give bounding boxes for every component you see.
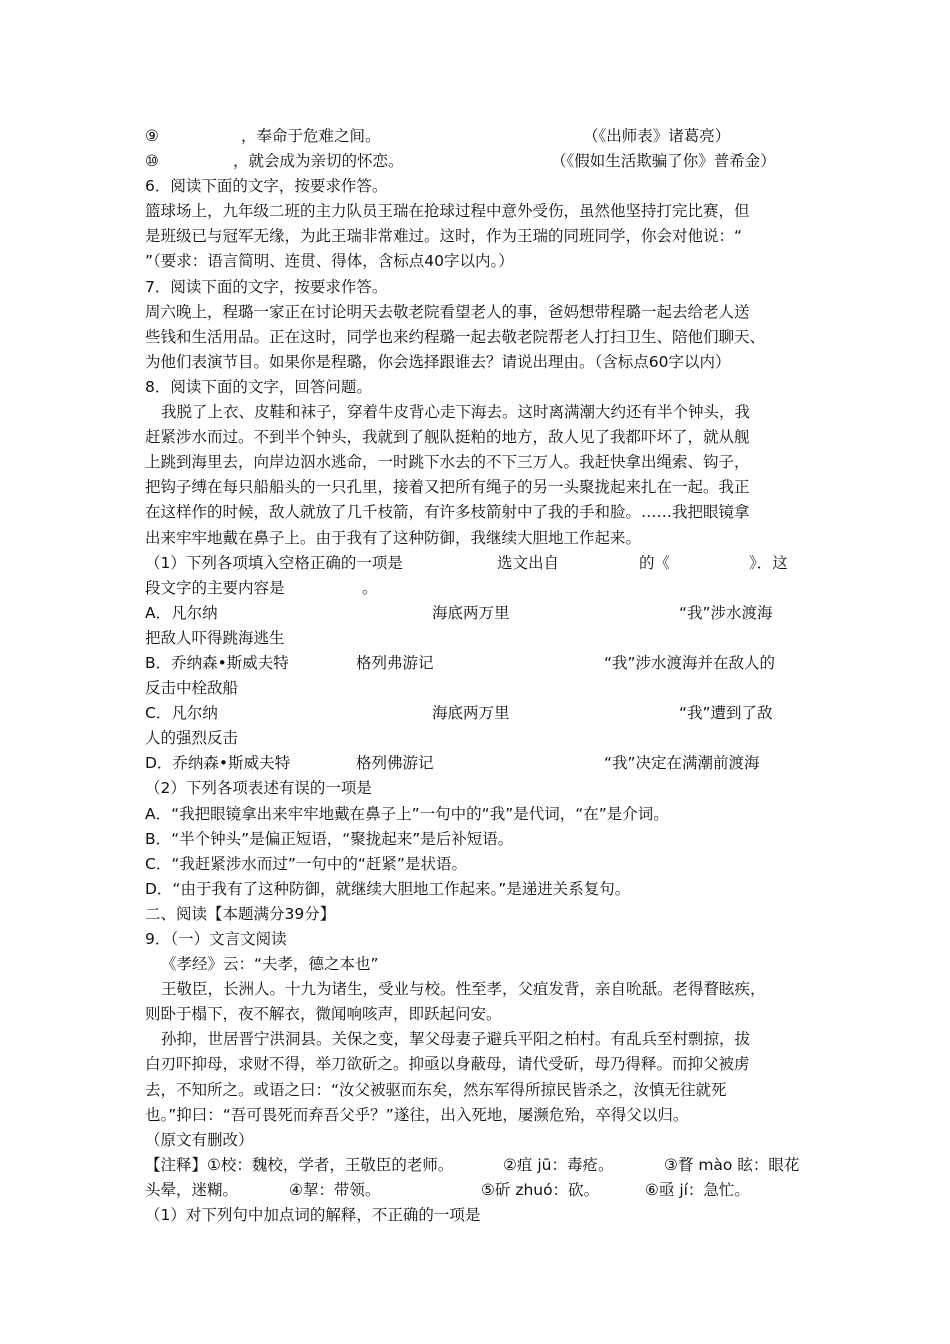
q9-title: 9．（一）文言文阅读 bbox=[145, 930, 287, 948]
q6-text: ”（要求：语言简明、连贯、得体，含标点40字以内。） bbox=[145, 252, 514, 271]
q8-passage: 把钩子缚在每只船船头的一只孔里，接着又把所有绳子的另一头聚拢起来扎在一起。我正 bbox=[145, 478, 750, 497]
q8-sub1-line1 bbox=[145, 551, 805, 576]
q8-sub2-option: A．“我把眼镜拿出来牢牢地戴在鼻子上”一句中的“我”是代词，“在”是介词。 bbox=[145, 804, 669, 823]
q8-sub2-title: （2）下列各项表述有误的一项是 bbox=[145, 779, 372, 798]
q6-title: 6．阅读下面的文字，按要求作答。 bbox=[145, 177, 388, 196]
q8-passage: 出来牢牢地戴在鼻子上。由于我有了这种防御，我继续大胆地工作起来。 bbox=[145, 528, 642, 547]
q8-passage: 在这样作的时候，敌人就放了几千枝箭，有许多枝箭射中了我的手和脸。……我把眼镜拿 bbox=[145, 503, 750, 522]
q8-sub2-option: C．“我赶紧涉水而过”一句中的“赶紧”是状语。 bbox=[145, 854, 467, 873]
q9-notes-line1 bbox=[145, 1153, 805, 1178]
poem-line: ，奉命于危难之间。 bbox=[241, 127, 381, 145]
note-text: ④挈：带领。 bbox=[289, 1180, 381, 1199]
document-page bbox=[145, 124, 805, 1228]
q8-passage: 赶紧涉水而过。不到半个钟头，我就到了舰队挺粕的地方，敌人见了我都吓坏了，就从舰 bbox=[145, 428, 750, 447]
q8-option-b-cont: 反击中栓敌船 bbox=[145, 679, 239, 698]
q8-sub1-text: 》．这 bbox=[749, 553, 788, 572]
q8-sub1-line2: 段文字的主要内容是 。 bbox=[145, 578, 378, 597]
q9-para1: 王敬臣，长洲人。十九为诸生，受业与校。性至孝，父疽发背，亲自吮舐。老得瞀眩疾， bbox=[161, 980, 766, 999]
q8-option-c-cont: 人的强烈反击 bbox=[145, 729, 239, 748]
option-label: C．凡尔纳 bbox=[145, 704, 218, 723]
q8-sub1-text: 选文出自 bbox=[497, 553, 560, 572]
option-content: “我”决定在满潮前渡海 bbox=[604, 754, 760, 773]
q7-title: 7．阅读下面的文字，按要求作答。 bbox=[145, 277, 388, 296]
q8-sub1-text: 的《 bbox=[639, 553, 671, 572]
section2-title: 二、阅读【本题满分39分】 bbox=[145, 904, 336, 923]
poem-source: （《假如生活欺骗了你》普希金） bbox=[551, 152, 776, 171]
note-text: ⑥亟 jí：急忙。 bbox=[645, 1180, 750, 1199]
poem-fill-10 bbox=[145, 149, 805, 174]
poem-line: ，就会成为亲切的怀恋。 bbox=[233, 152, 404, 171]
q8-passage: 我脱了上衣、皮鞋和袜子，穿着牛皮背心走下海去。这时离满潮大约还有半个钟头，我 bbox=[161, 403, 751, 422]
poem-source: （《出师表》诸葛亮） bbox=[583, 127, 731, 145]
option-book: 格列弗游记 bbox=[356, 653, 434, 672]
note-text: ③瞀 mào 眩：眼花 bbox=[664, 1155, 800, 1174]
q7-text: 为他们表演节目。如果你是程璐，你会选择跟谁去？请说出理由。（含标点60字以内） bbox=[145, 352, 731, 371]
note-text: 【注释】①校：魏校，学者，王敬臣的老师。 bbox=[145, 1155, 454, 1174]
q6-text: 篮球场上，九年级二班的主力队员王瑞在抢球过程中意外受伤，虽然他坚持打完比赛，但 bbox=[145, 202, 750, 221]
option-label: D．乔纳森•斯威夫特 bbox=[145, 754, 291, 773]
q8-option-d bbox=[145, 751, 805, 776]
q8-sub2-option: D．“由于我有了这种防御，就继续大胆地工作起来。”是递进关系复句。 bbox=[145, 879, 631, 898]
q9-para2: 也。”抑曰：“吾可畏死而弃吾父乎？”遂往，出入死地，屡濒危殆，卒得父以归。 bbox=[145, 1105, 689, 1124]
q7-text: 些钱和生活用品。正在这时，同学也来约程璐一起去敬老院帮老人打扫卫生、陪他们聊天、 bbox=[145, 327, 766, 346]
question-number: ⑩ bbox=[145, 152, 159, 171]
q8-title: 8．阅读下面的文字，回答问题。 bbox=[145, 377, 372, 396]
q9-para1: 则卧于榻下，夜不解衣，微闻响咳声，即跃起问安。 bbox=[145, 1005, 502, 1024]
q7-text: 周六晚上，程璐一家正在讨论明天去敬老院看望老人的事，爸妈想带程璐一起去给老人送 bbox=[145, 302, 750, 321]
option-label: A．凡尔纳 bbox=[145, 603, 218, 622]
q8-option-b bbox=[145, 651, 805, 676]
option-content: “我”遭到了敌 bbox=[679, 704, 773, 723]
q8-option-a bbox=[145, 601, 805, 626]
option-book: 海底两万里 bbox=[432, 704, 510, 723]
q8-sub2-option: B．“半个钟头”是偏正短语，“聚拢起来”是后补短语。 bbox=[145, 829, 514, 848]
note-text: 头晕，迷糊。 bbox=[145, 1180, 239, 1199]
q9-notes-line2 bbox=[145, 1178, 805, 1203]
option-content: “我”涉水渡海并在敌人的 bbox=[604, 653, 776, 672]
q8-option-a-cont: 把敌人吓得跳海逃生 bbox=[145, 628, 285, 647]
q9-para2: 去，不知所之。或语之曰：“汝父被驱而东矣，然东军得所掠民皆杀之，汝慎无往就死 bbox=[145, 1080, 727, 1099]
q9-para2: 孙抑，世居晋宁洪洞县。关保之变，挈父母妻子避兵平阳之柏村。有乱兵至村剽掠，拔 bbox=[161, 1030, 751, 1049]
option-book: 海底两万里 bbox=[432, 603, 510, 622]
option-book: 格列佛游记 bbox=[356, 754, 434, 773]
question-number: ⑨ bbox=[145, 127, 159, 145]
q9-quote: 《孝经》云：“夫孝，德之本也” bbox=[161, 955, 379, 974]
q6-text: 是班级已与冠军无缘，为此王瑞非常难过。这时，作为王瑞的同班同学，你会对他说：“ bbox=[145, 227, 743, 246]
q9-para2: 白刃吓抑母，求财不得，举刀欲斫之。抑亟以身蔽母，请代受斫，母乃得释。而抑父被虏 bbox=[145, 1055, 750, 1074]
poem-fill-9 bbox=[145, 124, 805, 149]
note-text: ②疽 jū：毒疮。 bbox=[503, 1155, 614, 1174]
option-label: B．乔纳森•斯威夫特 bbox=[145, 653, 289, 672]
q8-passage: 上跳到海里去，向岸边泅水逃命，一时跳下水去的不下三万人。我赶快拿出绳索、钩子， bbox=[145, 453, 750, 472]
q9-note-source: （原文有删改） bbox=[145, 1130, 254, 1149]
option-content: “我”涉水渡海 bbox=[679, 603, 773, 622]
q8-sub1-text: （1）下列各项填入空格正确的一项是 bbox=[145, 553, 403, 572]
note-text: ⑤斫 zhuó：砍。 bbox=[481, 1180, 600, 1199]
q9-sub1: （1）对下列句中加点词的解释，不正确的一项是 bbox=[145, 1206, 481, 1225]
q8-option-c bbox=[145, 701, 805, 726]
